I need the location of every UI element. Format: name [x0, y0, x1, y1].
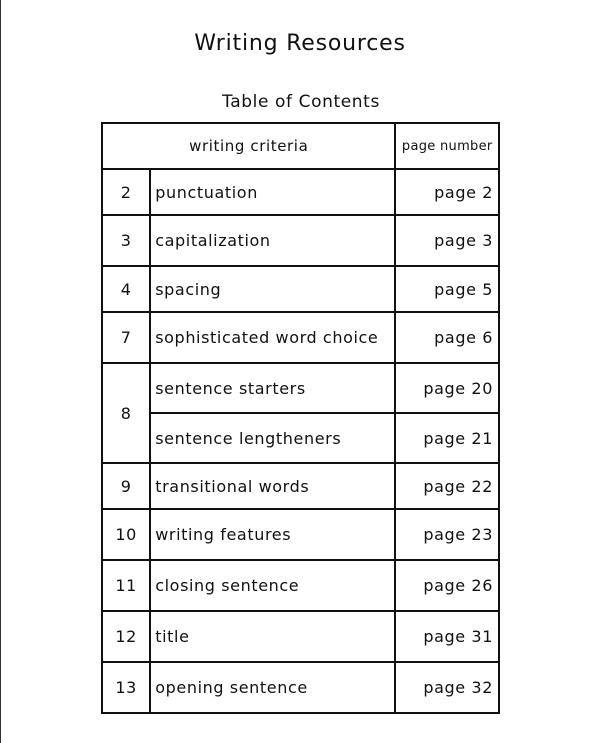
criteria-name: transitional words: [150, 463, 395, 509]
page-reference: page 31: [395, 611, 499, 662]
table-row: [102, 560, 499, 611]
page-reference: page 20: [395, 363, 499, 413]
header-writing-criteria: writing criteria: [102, 123, 395, 169]
criteria-name: sophisticated word choice: [150, 312, 395, 363]
criteria-name: opening sentence: [150, 662, 395, 713]
page-reference: page 26: [395, 560, 499, 611]
criteria-name: sentence lengtheners: [150, 413, 395, 463]
table-row: [102, 611, 499, 662]
table-row: [102, 169, 499, 215]
table-row: [102, 662, 499, 713]
criteria-name: closing sentence: [150, 560, 395, 611]
page-reference: page 2: [395, 169, 499, 215]
page-reference: page 32: [395, 662, 499, 713]
criteria-name: title: [150, 611, 395, 662]
criteria-name: sentence starters: [150, 363, 395, 413]
header-page-number: page number: [395, 123, 499, 169]
document-title: Writing Resources: [194, 31, 406, 56]
page-reference: page 21: [395, 413, 499, 463]
page-reference: page 22: [395, 463, 499, 509]
table-row: [102, 509, 499, 560]
criteria-number: 11: [102, 560, 150, 611]
criteria-number: 13: [102, 662, 150, 713]
page-reference: page 5: [395, 266, 499, 312]
criteria-number: 10: [102, 509, 150, 560]
table-header-row: [102, 123, 499, 169]
table-row: [102, 363, 499, 413]
criteria-number: 3: [102, 215, 150, 266]
table-row: [102, 215, 499, 266]
table-row: [102, 266, 499, 312]
page-reference: page 6: [395, 312, 499, 363]
criteria-name: writing features: [150, 509, 395, 560]
criteria-number: 4: [102, 266, 150, 312]
table-row: [102, 463, 499, 509]
criteria-name: spacing: [150, 266, 395, 312]
document-subtitle: Table of Contents: [222, 92, 380, 112]
criteria-number: 8: [102, 363, 150, 463]
criteria-number: 7: [102, 312, 150, 363]
criteria-number: 9: [102, 463, 150, 509]
criteria-name: punctuation: [150, 169, 395, 215]
table-row: [102, 413, 499, 463]
table-of-contents: [101, 122, 500, 714]
criteria-number: 12: [102, 611, 150, 662]
page-reference: page 3: [395, 215, 499, 266]
page-reference: page 23: [395, 509, 499, 560]
table-row: [102, 312, 499, 363]
criteria-name: capitalization: [150, 215, 395, 266]
criteria-number: 2: [102, 169, 150, 215]
